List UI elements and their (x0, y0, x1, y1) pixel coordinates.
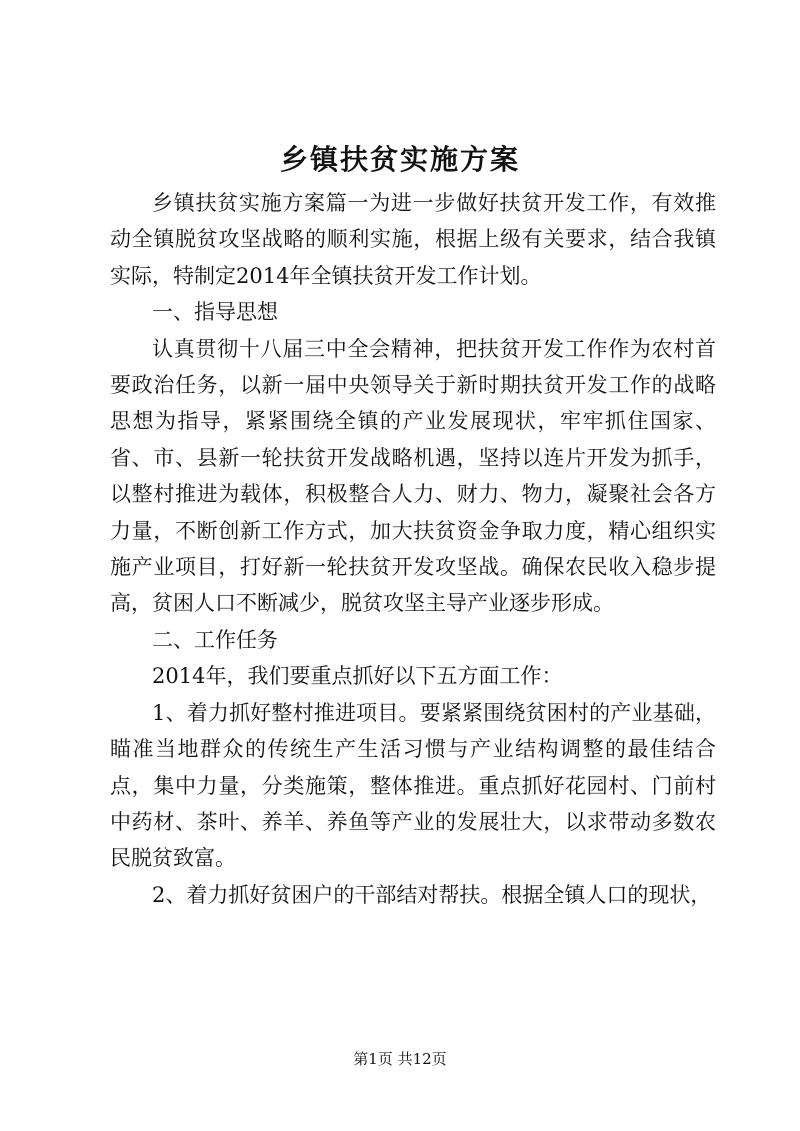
paragraph-work-tasks-intro: 2014年，我们要重点抓好以下五方面工作： (152, 664, 563, 689)
paragraph-intro: 乡镇扶贫实施方案篇一为进一步做好扶贫开发工作，有效推动全镇脱贫攻坚战略的顺利实施，根据上级有关要求，结合我镇实际，特制定2014年全镇扶贫开发工作计划。 (110, 191, 716, 288)
document-body (110, 185, 716, 913)
page-footer: 第1页 共12页 (353, 1050, 447, 1068)
paragraph-task-2: 2、着力抓好贫困户的干部结对帮扶。根据全镇人口的现状， (152, 882, 712, 907)
section-heading-work-tasks: 二、工作任务 (152, 627, 278, 652)
paragraph-task-1: 1、着力抓好整村推进项目。要紧紧围绕贫困村的产业基础，瞄准当地群众的传统生产生活习惯与产业结构调整的最佳结合点，集中力量，分类施策，整体推进。重点抓好花园村、门前村中药材、茶叶、养羊、养鱼等产业的发展壮大，以求带动多数农民脱贫致富。 (110, 700, 716, 871)
paragraph-guiding-ideology: 认真贯彻十八届三中全会精神，把扶贫开发工作作为农村首要政治任务，以新一届中央领导关于新时期扶贫开发工作的战略思想为指导，紧紧围绕全镇的产业发展现状，牢牢抓住国家、省、市、县新一轮扶贫开发战略机遇，坚持以连片开发为抓手，以整村推进为载体，积极整合人力、财力、物力，凝聚社会各方力量，不断创新工作方式，加大扶贫资金争取力度，精心组织实施产业项目，打好新一轮扶贫开发攻坚战。确保农民收入稳步提高，贫困人口不断减少，脱贫攻坚主导产业逐步形成。 (110, 336, 716, 616)
section-heading-guiding-ideology: 一、指导思想 (152, 300, 278, 325)
document-title: 乡镇扶贫实施方案 (279, 143, 520, 176)
